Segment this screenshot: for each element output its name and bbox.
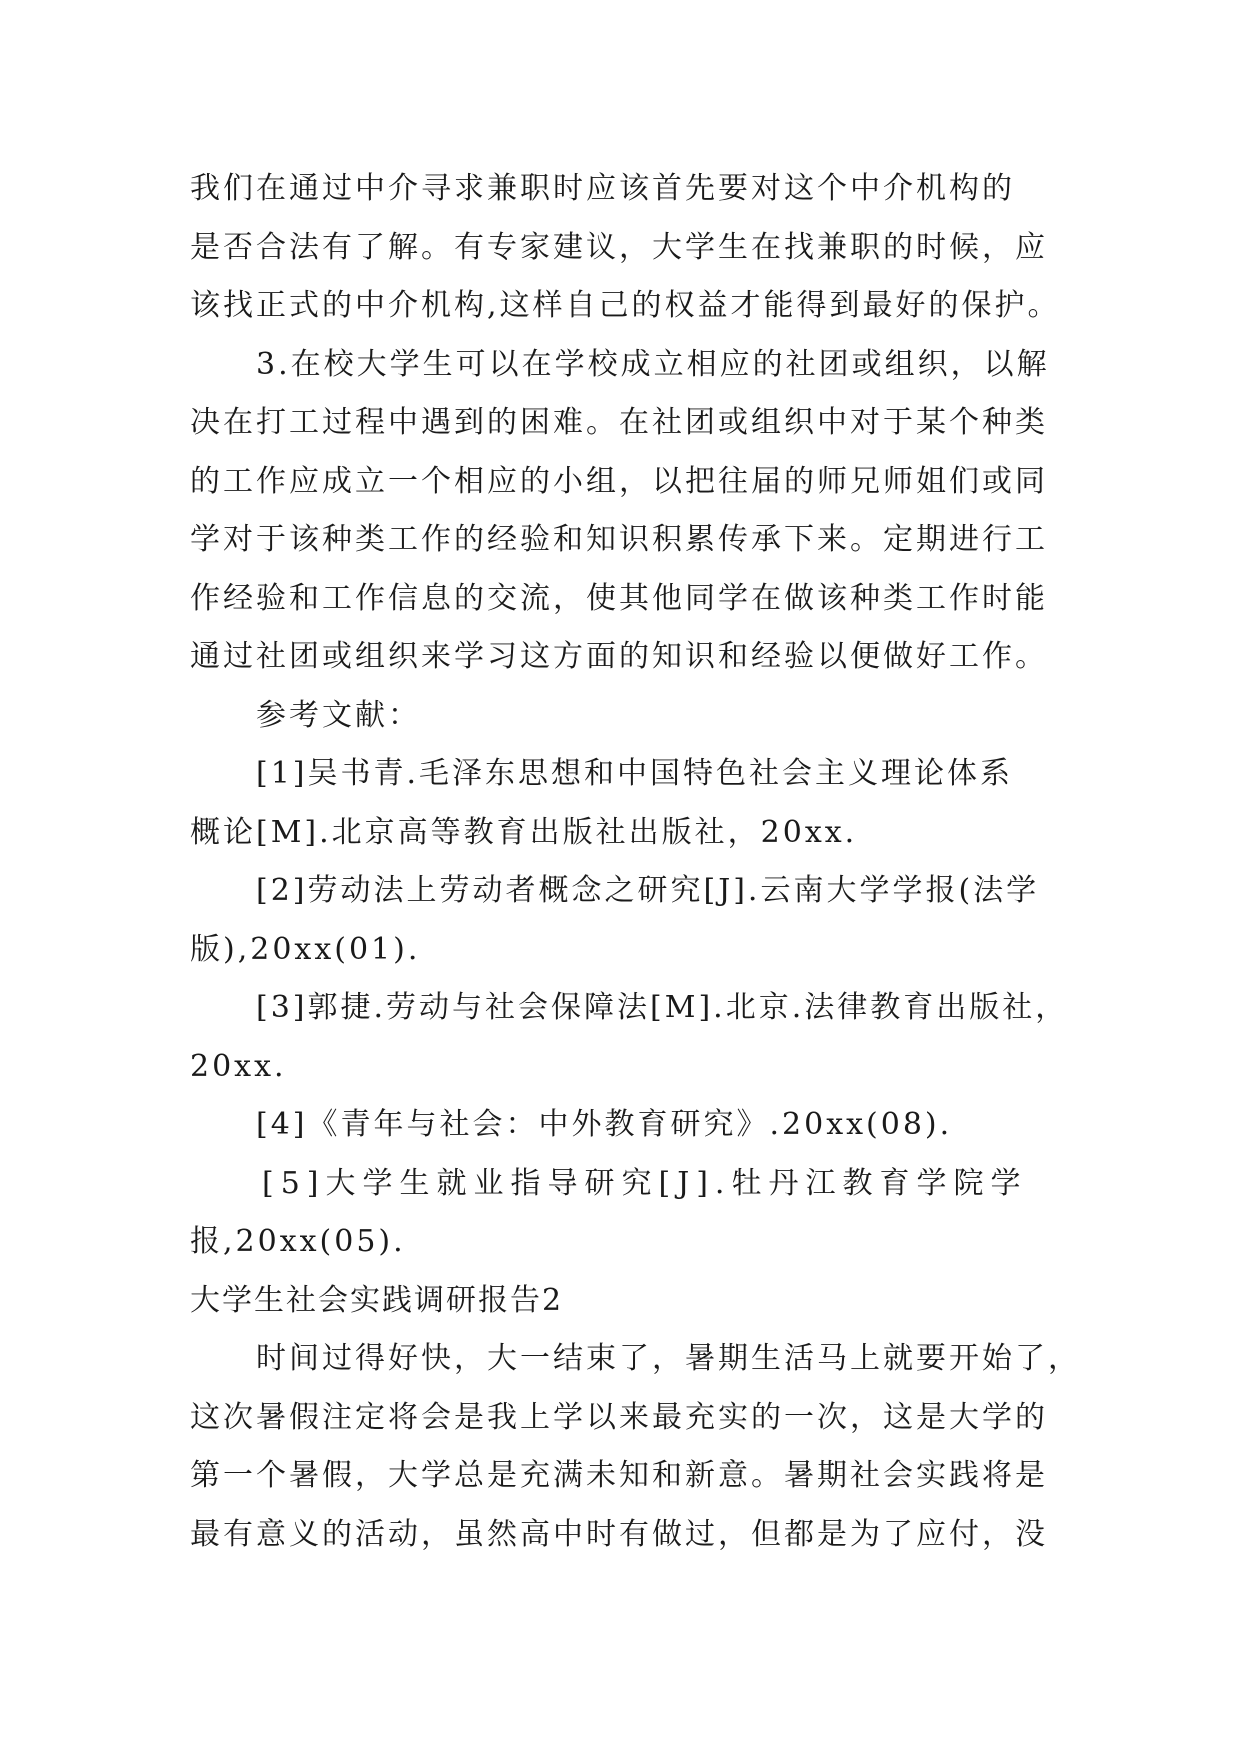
paragraph-line: 该找正式的中介机构,这样自己的权益才能得到最好的保护。 (190, 288, 1061, 323)
reference-item-continued: 报,20xx(05). (190, 1224, 406, 1259)
paragraph-line: 是否合法有了解。有专家建议，大学生在找兼职的时候，应 (190, 229, 1048, 265)
paragraph-line: 学对于该种类工作的经验和知识积累传承下来。定期进行工 (190, 522, 1048, 557)
paragraph-line: 通过社团或组织来学习这方面的知识和经验以便做好工作。 (190, 639, 1048, 674)
reference-item: [5]大学生就业指导研究[J].牡丹江教育学院学 (262, 1165, 1028, 1201)
document-body (190, 160, 1081, 1564)
paragraph-line: 3.在校大学生可以在学校成立相应的社团或组织，以解 (256, 346, 1050, 382)
paragraph-line: 作经验和工作信息的交流，使其他同学在做该种类工作时能 (190, 580, 1048, 616)
section-title: 大学生社会实践调研报告2 (190, 1282, 564, 1318)
reference-item: [4]《青年与社会：中外教育研究》.20xx(08). (256, 1107, 953, 1142)
reference-item: [3]郭捷.劳动与社会保障法[M].北京.法律教育出版社， (256, 990, 1069, 1025)
reference-item-continued: 版),20xx(01). (190, 931, 421, 967)
paragraph-line: 最有意义的活动，虽然高中时有做过，但都是为了应付，没 (190, 1516, 1048, 1552)
reference-item: [2]劳动法上劳动者概念之研究[J].云南大学学报(法学 (256, 873, 1040, 908)
paragraph-line: 这次暑假注定将会是我上学以来最充实的一次，这是大学的 (190, 1399, 1048, 1435)
reference-item-continued: 20xx. (190, 1048, 287, 1084)
paragraph-line: 的工作应成立一个相应的小组，以把往届的师兄师姐们或同 (190, 463, 1048, 499)
reference-item-continued: 概论[M].北京高等教育出版社出版社，20xx. (190, 814, 858, 850)
paragraph-line: 我们在通过中介寻求兼职时应该首先要对这个中介机构的 (190, 171, 1015, 206)
paragraph-line: 决在打工过程中遇到的困难。在社团或组织中对于某个种类 (190, 405, 1048, 440)
reference-item: [1]吴书青.毛泽东思想和中国特色社会主义理论体系 (256, 756, 1014, 791)
references-heading: 参考文献： (256, 697, 421, 733)
paragraph-line: 时间过得好快，大一结束了，暑期生活马上就要开始了， (256, 1341, 1081, 1376)
paragraph-line: 第一个暑假，大学总是充满未知和新意。暑期社会实践将是 (190, 1458, 1048, 1493)
